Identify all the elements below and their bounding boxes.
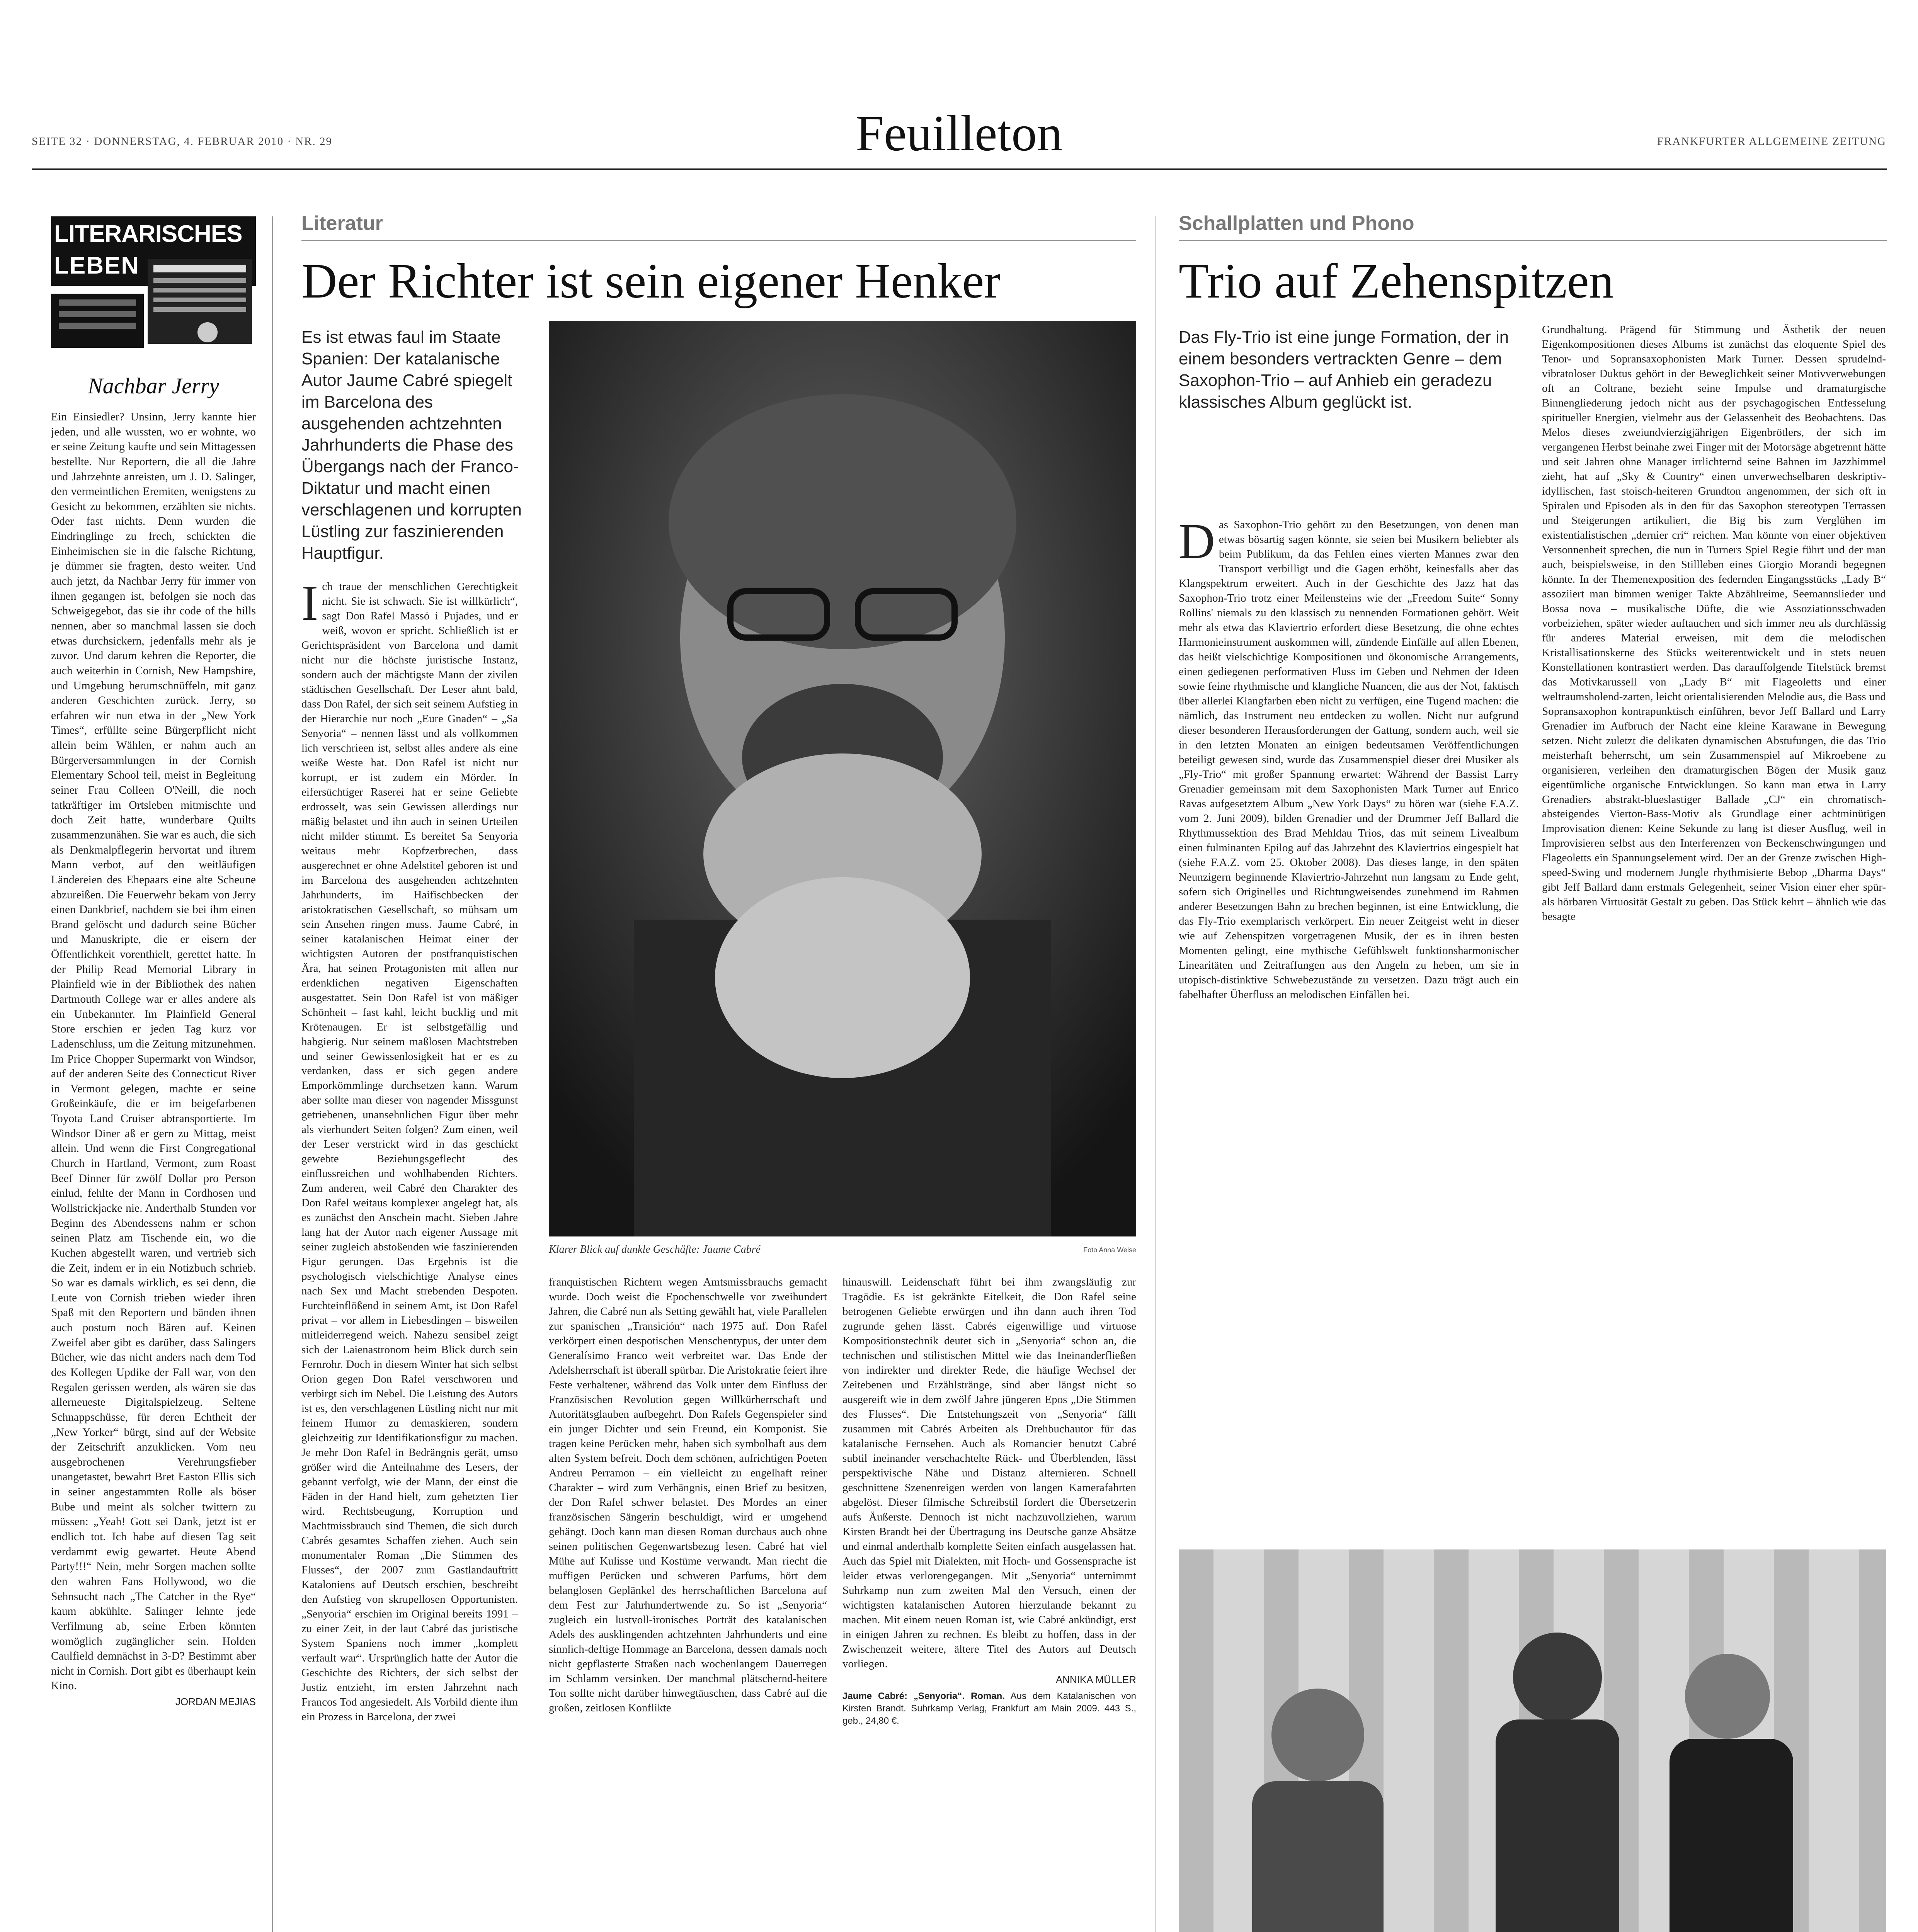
section-title: Feuilleton: [855, 105, 1063, 162]
kolumne-title: Nachbar Jerry: [88, 373, 219, 398]
richter-col1-text: ch traue der menschlichen Gerechtigkeit nicht. Sie ist schwach. Sie ist willkürlich“, sagt Don Rafel Massó i Pujades, und er weiß, wovon er spricht. Schließlich ist er Gerichtspräsident von Barcelona und damit nicht nur die höchste juristische Instanz, sondern auch der mächtigste Mann der zivilen städtischen Gesellschaft. Der Leser ahnt bald, dass Don Rafel, der sich seit seinem Aufstieg in der Hierarchie nur noch „Eure Gnaden“ – „Sa Senyoria“ – nennen lässt und als vollkommen lich verschrieen ist, selbst alles andere als eine weiße Weste hat. Don Rafel ist nicht nur korrupt, er ist zudem ein Mörder. In eifersüchtiger Raserei hat er seine Geliebte erdrosselt, was sein Gewissen allerdings nur mäßig belastet und ihn auch in seinen Urteilen nicht milder stimmt. Es bereitet Sa Senyoria weitaus mehr Kopfzerbrechen, dass ausgerechnet er ohne Adelstitel geboren ist und im Barcelona des ausgehenden achtzehnten Jahrhunderts, im Haifischbecken der aristokratischen Gesellschaft, so mühsam um sein Ansehen ringen muss. Jaume Cabré, in seiner katalanischen Heimat einer der wichtigsten Autoren der postfranquistischen Ära, hat seinen Protagonisten mit allen nur erdenklichen negativen Eigenschaften ausgestattet. Sein Don Rafel ist von mäßiger Schönheit – fast kahl, leicht bucklig und mit Krötenaugen. Er ist selbstgefällig und habgierig. Nur seinem maßlosen Machtstreben und seiner Gewissenlosigkeit hat er es zu verdanken, dass er sich gegen andere Emporkömmlinge durchsetzen kann. Warum aber sollte man dieser von nagender Missgunst getriebenen, unansehnlichen Figur über mehr als vierhundert Seiten folgen? Zum einen, weil der Leser verstrickt wird in das geschickt gewebte Beziehungsgeflecht des einflussreichen und wohlhabenden Richters. Zum anderen, weil Cabré den Charakter des Don Rafel weitaus komplexer angelegt hat, als es zunächst den Anschein macht. Sieben Jahre lang hat der Autor nach eigener Aussage mit seiner zugleich abstoßenden wie faszinierenden Figur gerungen. Das Ergebnis ist die psychologisch vielschichtige Analyse eines nach Sex und Macht strebenden Despoten. Furchteinflößend in seinem Amt, ist Don Rafel privat – vor allem in Liebesdingen – bisweilen mitleiderregend weich. Nahezu sensibel zeigt sich der Laienastronom beim Blick durch sein Fernrohr. Doch in diesem Winter hat sich selbst Orion gegen Don Rafel verschworen und verbirgt sich im Nebel. Die Leistung des Autors ist es, den verschlagenen Lüstling nicht nur mit feinem Humor zu demaskieren, sondern gleichzeitig zur Identifikationsfigur zu machen. Je mehr Don Rafel in Bedrängnis gerät, umso größer wird die Anteilnahme des Lesers, der gebannt verfolgt, wie der Mann, der einst die Fäden in der Hand hielt, zum gehetzten Tier wird. Rechtsbeugung, Korruption und Machtmissbrauch sind Themen, die sich durch Cabrés gesamtes Schaffen ziehen. Auch sein monumentaler Roman „Die Stimmen des Flusses“, der 2007 zum Gastlandauftritt Kataloniens auf Deutsch erschien, beschreibt den Aufstieg von skrupellosen Opportunisten. „Senyoria“ erschien im Original bereits 1991 – zu einer Zeit, in der laut Cabré das juristische System Spaniens noch immer „komplett verfault war“. Ursprünglich hatte der Autor die Geschichte des Richters, der sich selbst der Justiz entzieht, im ersten Jahrzehnt nach Francos Tod angesiedelt. Als Vorbild diente ihm ein Prozess in Barcelona, der zwei: [301, 580, 518, 1723]
masthead-rule: [32, 168, 1887, 170]
richter-col3: [842, 1275, 1136, 1932]
richter-col3-text: hinauswill. Leidenschaft führt bei ihm zwangsläufig zur Tragödie. Es ist gekränkte Eitelkeit, die Don Rafel seine betrogenen Geliebte erwürgen und ihn dann auch ihren Tod zugrunde gehen lässt. Cabrés eigenwillige und virtuose Kompositionstechnik deutet sich in „Senyoria“ schon an, die technischen und stilistischen Mittel wie das Ineinanderfließen von indirekter und direkter Rede, die häufige Wechsel der Zeitebenen und Erzählstränge, sind aber längst nicht so ausgereift wie in dem zwölf Jahre jüngeren Epos „Die Stimmen des Flusses“. Die Entstehungszeit von „Senyoria“ fällt zusammen mit Cabrés Arbeiten als Drehbuchautor für das katalanische Fernsehen. Auch als Romancier benutzt Cabré subtil ineinander verschachtelte Rück- und Überblenden, lässt perspektivische Nähe und Distanz alternieren. Schnell geschnittene Szenenreigen werden von langen Kamerafahrten abgelöst. Dieser filmische Schreibstil fordert die Übersetzerin aufs Äußerste. Dennoch ist nicht nachzuvollziehen, warum Kirsten Brandt bei der Übertragung ins Deutsche ganze Absätze und einmal anderthalb komplette Seiten einfach ausgelassen hat. Auch das Spiel mit Dialekten, mit Hoch- und Gossensprache ist leider etwas verlorengegangen. Mit „Senyoria“ unternimmt Suhrkamp nun zum zweiten Mal den Versuch, einen der wichtigsten katalanischen Autoren hierzulande bekannt zu machen. Mit einem neuen Roman ist, wie Cabré ankündigt, erst in einigen Jahren zu rechnen. Es bleibt zu hoffen, dass in der Zwischenzeit weitere, ältere Titel des Autors auf Deutsch vorliegen.: [842, 1276, 1136, 1670]
cabre-photo: [549, 321, 1136, 1236]
newspaper-name: FRANKFURTER ALLGEMEINE ZEITUNG: [1657, 135, 1886, 148]
richter-col2: [549, 1275, 827, 1932]
cabre-portrait-image: [549, 321, 1136, 1236]
richter-signature: ANNIKA MÜLLER: [1055, 1673, 1136, 1685]
left-divider: [272, 216, 273, 1932]
fly-trio-band-image: [1179, 1549, 1886, 1932]
trio-deck: Das Fly-Trio ist eine junge Formation, der in einem besonders vertrackten Genre – dem Saxophon-Trio – auf Anhieb ein geradezu klassisches Album geglückt ist.: [1179, 328, 1509, 412]
trio-section: Schallplatten und Phono: [1179, 212, 1414, 235]
richter-col2-text: franquistischen Richtern wegen Amtsmissbrauchs gemacht wurde. Doch weist die Epochenschwelle vor zweihundert Jahren, die Cabré nun als Setting gewählt hat, viele Parallelen zur spanischen „Transición“ nach 1975 auf. Don Rafel verkörpert einen despotischen Menschentypus, der unter dem Generalísimo Franco weit verbreitet war. Das Ende der Adelsherrschaft ist überall spürbar. Die Aristokratie feiert ihre Feste verhaltener, während das Volk unter dem Einfluss der Französischen Revolution gegen Willkürherrschaft und Autoritätsglauben aufbegehrt. Don Rafels Gegenspieler sind ein junger Dichter und sein Freund, ein Komponist. Sie tragen keine Perücken mehr, haben sich symbolhaft aus dem alten System befreit. Doch dem schönen, aufrichtigen Poeten Andreu Perramon – ein vielleicht zu engelhaft reiner Charakter – wird zum Verhängnis, einen Brief zu besitzen, der Don Rafel schwer belastet. Des Mordes an einer französischen Sängerin beschuldigt, wird er umgehend gehängt. Doch kann man diesen Roman durchaus auch ohne seinen politischen Gegenwartsbezug lesen. Cabré hat viel Mühe auf Kulisse und Kostüme verwandt. Man riecht die muffigen Perücken und schweren Parfums, hört dem belanglosen Geplänkel des herrschaftlichen Barcelona auf dem Fest zur Jahrhundertwende zu. So ist „Senyoria“ zugleich ein lustvoll-ironisches Porträt des katalanischen Adels des ausklingenden achtzehnten Jahrhunderts und eine sinnlich-deftige Hommage an Barcelona, dessen damals noch nicht gepflasterte Straßen nach wochenlangem Dauerregen im Schlamm versinken. Der manchmal plätschernd-heitere Ton sollte nicht darüber hinwegtäuschen, dass Cabré auf die großen, zeitlosen Konflikte: [549, 1276, 827, 1714]
richter-book-details: Aus dem Katalanischen von Kirsten Brandt. Suhrkamp Verlag, Frankfurt am Main 2009. 443 S., geb., 24,80 €.: [842, 1690, 1136, 1726]
richter-headline: Der Richter ist sein eigener Henker: [301, 253, 1001, 308]
richter-deck: Es ist etwas faul im Staate Spanien: Der katalanische Autor Jaume Cabré spiegelt im Barcelona des ausgehenden achtzehnten Jahrhunderts die Phase des Übergangs nach der Franco-Diktatur und macht einen verschlagenen und korrupten Lüstling zur faszinierenden Hauptfigur.: [301, 328, 522, 563]
fly-trio-photo: [1179, 1549, 1886, 1932]
trio-col1: [1179, 518, 1519, 1503]
richter-book-info: [842, 1690, 1136, 1728]
richter-book-title: Jaume Cabré: „Senyoria“. Roman.: [842, 1690, 1005, 1701]
trio-headline: Trio auf Zehenspitzen: [1179, 253, 1614, 308]
richter-col1: [301, 580, 518, 1932]
literarisches-leben-logo: [51, 216, 256, 355]
typewriter-icon: [51, 216, 256, 355]
richter-section-rule: [301, 240, 1136, 241]
richter-section: Literatur: [301, 212, 383, 235]
cabre-credit: Foto Anna Weise: [1083, 1246, 1136, 1254]
cabre-caption: Klarer Blick auf dunkle Geschäfte: Jaume Cabré: [549, 1243, 761, 1255]
trio-col2: [1542, 323, 1886, 1503]
trio-col2-text: Grundhaltung. Prägend für Stimmung und Ästhetik der neuen Eigenkompositionen dieses Albums ist zunächst das eloquente Spiel des Tenor- und Sopransaxophonisten Mark Turner. Dessen sprudelnd-vibratoloser Duktus gehört in der Beweglichkeit seiner Motivverwebungen oft an Coltrane, bezieht seine Impulse und dramaturgische Binnengliederung jedoch nicht aus der psychagogischen Entfesselung spiritueller Energien, vielmehr aus der Gelassenheit des Beobachtens. Das Melos dieses zweiundvierzigjährigen Eigenbrötlers, der sich im vergangenen Herbst beinahe zwei Finger mit der Motorsäge abgetrennt hätte und seit Jahren ohne Manager irrlichternd seine Bahnen im Jazzhimmel zieht, hat auf „Sky & Country“ einen unverwechselbaren deskriptiv-idyllischen, fast stoisch-heiteren Grundton angenommen, der sich oft in Spiralen und Episoden als in den für das Saxophon stereotypen Terrassen und Steigerungen artikuliert, die Big bis zum Verglühen im existentialistischen „dernier cri“ reichen. Man könnte von einer objektiven Versonnenheit sprechen, die nun in Turners Spiel Regie führt und der man auch, beispielsweise, in den Stillleben eines Giorgio Morandi begegnen könnte. In der Themenexposition des federnden Eingangsstücks „Lady B“ assoziiert man bimmen weniger Takte Abzählreime, Seemannslieder und Bossa nova – musikalische Düfte, die wie Assoziationsschwaden vorbeiziehen, später wieder auftauchen und sich immer neu als durchlässig für anderes Material erweisen, mit dem die melodischen Kristallisationskerne des Stücks weiterentwickelt und in stets neuen Konstellationen kontrastiert werden. Das darauffolgende Titelstück bremst das Motivkarussell von „Lady B“ mit Flageoletts und einer weltraumsholend-zarten, leicht orientalisierenden Melodie aus, die Bass und Sopransaxophon kontrapunktisch einführen, bevor Jeff Ballard und Larry Grenadier im Aufbruch der Nacht eine kleine Karawane in Bewegung setzen. Nicht zuletzt die delikaten dynamischen Abstufungen, die das Trio meisterhaft beherrscht, um sein Zusammenspiel auf Mikroebene zu organisieren, verleihen den dramaturgischen Bögen der Musik ganz eigentümliche organische Entwicklungen. So kann man etwa in Larry Grenadiers abstrakt-blueslastiger Ballade „CJ“ ein chromatisch-absteigendes Vierton-Bass-Motiv als Grundlage einer achtminütigen Improvisation dienen: Keine Sekunde zu lang ist dieser Ausflug, weil in Improvisieren selbst aus den Interferenzen von Beckenschwingungen und Flageoletts ein Spannungselement wird. Der an der Grenze zwischen High-speed-Swing und modernem Jungle rhythmisierte Bebop „Dharma Days“ gibt Jeff Ballard dann erstmals Gelegenheit, seiner Vision einer eher spür- als hörbaren Virtuosität Gestalt zu geben. Das Stück kehrt – ähnlich wie das besagte: [1542, 323, 1886, 923]
trio-col1-text: as Saxophon-Trio gehört zu den Besetzungen, von denen man etwas bösartig sagen könnte, sie seien bei Musikern beliebter als beim Publikum, da das Fehlen eines vierten Mannes zwar den Transport verbilligt und die Gagen erhöht, keinesfalls aber das Klangspektrum erweitert. Auch in der Geschichte des Jazz hat das Saxophon-Trio trotz einer Meilensteins wie der „Freedom Suite“ Sonny Rollins' niemals zu den klassisch zu nennenden Formationen gehört. Weit mehr als etwa das Klaviertrio erfordert diese Besetzung, die ohne echtes Harmonieinstrument auskommen will, zündende Einfälle auf allen Ebenen, das heißt vielschichtige Kompositionen und ökonomische Arrangements, einen gediegenen performativen Fluss im Geben und Nehmen der Ideen sowie feine rhythmische und klangliche Nuancen, die aus der Not, faktisch über allerlei Klangfarben eben nicht zu verfügen, eine Tugend machen: die nämlich, das Instrument neu entdecken zu wollen. Nicht nur aufgrund dieser besonderen Herausforderungen der Gattung, sondern auch, weil sie in den letzten Monaten an einigen bedeutsamen Veröffentlichungen beteiligt gewesen sind, wurde das Zusammenspiel dieser drei Musiker als „Fly-Trio“ mit großer Spannung erwartet: Während der Bassist Larry Grenadier gemeinsam mit dem Saxophonisten Mark Turner auf Enrico Ravas aufgesetztem Album „New York Days“ zu hören war (siehe F.A.Z. vom 2. Juni 2009), bilden Grenadier und der Drummer Jeff Ballard die Rhythmussektion des Brad Mehldau Trios, das mit seinem Livealbum einen fulminanten Epilog auf das Jahrzehnt des Klaviertrios eingespielt hat (siehe F.A.Z. vom 25. Oktober 2008). Das dieses lange, in den späten Neunzigern beginnende Klaviertrio-Jahrzehnt nun langsam zu Ende geht, sofern sich Originelles und Richtungweisendes zunehmend im Rahmen anderer Besetzungen Bahn zu brechen beginnen, ist eine Entwicklung, die das Fly-Trio exemplarisch verkörpert. Ein neuer Zeitgeist weht in dieser wie auf Zehenspitzen vorgetragenen Musik, der es in ihren besten Momenten gelingt, eine mythische Gefühlswelt funktionsharmonischer Linearitäten und Zeitraffungen aus den Angeln zu heben, um sie in utopisch-distinktive Schwebezustände zu versetzen. Dazu trägt auch ein fabelhafter Überfluss an melodischen Einfällen bei.: [1179, 519, 1519, 1001]
logo-line2: LEBEN: [54, 252, 140, 279]
kolumne-signature: JORDAN MEJIAS: [175, 1696, 256, 1708]
logo-line1: LITERARISCHES: [54, 221, 242, 247]
trio-dropcap: D: [1179, 518, 1215, 569]
trio-section-rule: [1179, 240, 1887, 241]
richter-dropcap: I: [301, 580, 318, 631]
kolumne-body: Ein Einsiedler? Unsinn, Jerry kannte hier jeden, und alle wussten, wo er wohnte, wo er seine Zeitung kaufte und sein Mittagessen bestellte. Nur Reportern, die all die Jahre und Jahrzehnte anreisten, um J. D. Salinger, den vermeintlichen Eremiten, wenigstens zu Gesicht zu bekommen, erzählten sie nichts. Oder fast nichts. Denn wurden die Eindringlinge zu frech, schickten die Einheimischen sie in die falsche Richtung, je dümmer sie fragten, desto weiter. Und auch jetzt, da Nachbar Jerry für immer von ihnen gegangen ist, befolgen sie noch das Schweigegebot, das sie ihr code of the hills nennen, aber so manchmal lassen sie doch etwas durchsickern, jedenfalls mehr als je zuvor. Und darum kehren die Reporter, die auch weiterhin in Cornish, New Hampshire, und Umgebung herumschnüffeln, mit ganz anderen Geschichten zurück. Jerry, so erfahren wir nun etwa in der „New York Times“, erfüllte seine Bürgerpflicht nicht allein beim Wählen, er nahm auch an Bürgerversammlungen in der Cornish Elementary School teil, meist in Begleitung seiner Frau Colleen O'Neill, die noch tatkräftiger im Ortsleben mitmischte und doch Zeit hatte, wunderbare Quilts zusammenzunähen. Sie war es auch, die sich als Denkmalpflegerin hervortat und ihrem Mann verbot, auf den weitläufigen Ländereien des Ehepaars eine alte Scheune abzureißen. Die Feuerwehr bekam von Jerry einen Dankbrief, nachdem sie bei ihm einen Brand gelöscht und dadurch seine Bücher und Manuskripte, die er eisern der Öffentlichkeit vorenthielt, gerettet hatte. In der Philip Read Memorial Library in Plainfield wie in der Bibliothek des nahen Dartmouth College war er alles andere als ein Unbekannter. Im Plainfield General Store erschien er jeden Tag kurz vor Ladenschluss, um die Zeitung mitzunehmen. Im Price Chopper Supermarkt von Windsor, auf der anderen Seite des Connecticut River in Vermont gelegen, machte er seine Großeinkäufe, die er im beigefarbenen Toyota Land Cruiser abtransportierte. Im Windsor Diner aß er gern zu Mittag, meist allein. Und wenn die First Congregational Church in Hartland, Vermont, zum Roast Beef Dinner für zwölf Dollar pro Person einlud, fehlte der Mann in Cordhosen und Wollstrickjacke nie. Anderthalb Stunden vor Beginn des Abendessens nahm er schon seinen Platz am Tischende ein, wo die Kuchen abgestellt waren, und vertrieb sich die Zeit, indem er in ein Notizbuch schrieb. So war es damals wirklich, es sei denn, die Leute von Cornish trieben wieder ihren Spaß mit den Reportern und bänden ihnen auch postum noch Bären auf. Keinen Zweifel aber gibt es darüber, dass Salingers Bücher, wie das nicht anders nach dem Tod des Kollegen Updike der Fall war, von den Regalen gerissen werden, als wären sie das allerneueste Digitalspielzeug. Seltene Schnappschüsse, für deren Echtheit der „New Yorker“ bürgt, sind auf der Website der Zeitschrift anzuklicken. Vom neu ausgebrochenen Verehrungsfieber unangetastet, bewahrt Bret Easton Ellis sich in seiner angestammten Rolle als böser Bube und meint als solcher twittern zu müssen: „Yeah! Gott sei Dank, jetzt ist er endlich tot. Ich habe auf diesen Tag seit verdammt ewig gewartet. Heute Abend Party!!!“ Nein, mehr Sorgen machen sollte den wahren Fans Hollywood, wo die Sehnsucht nach „The Catcher in the Rye“ kaum abkühlte. Salinger lehnte jede Verfilmung ab, seine Erben könnten womöglich zugänglicher sein. Holden Caulfield demnächst in 3-D? Bestimmt aber nicht in Cornish. Dort gibt es überhaupt kein Kino.: [51, 411, 256, 1692]
kolumne-text: [51, 410, 256, 1932]
page-info: SEITE 32 · DONNERSTAG, 4. FEBRUAR 2010 · NR. 29: [32, 135, 333, 148]
